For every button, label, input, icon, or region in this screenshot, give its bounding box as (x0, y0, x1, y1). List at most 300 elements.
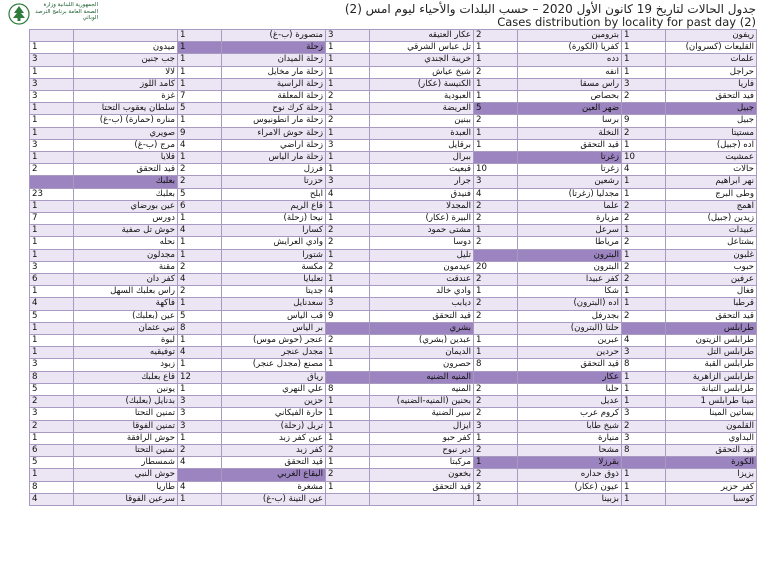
case-count-cell: 3 (326, 30, 370, 42)
locality-cell: عبرين (518, 335, 622, 347)
region-header-cell: بقرزلا (518, 457, 622, 469)
case-count-cell: 2 (622, 200, 666, 212)
table-row (30, 91, 757, 103)
case-count-cell (326, 322, 370, 334)
table-row (30, 432, 757, 444)
region-header-cell: زغرتا (518, 152, 622, 164)
ministry-logo (8, 1, 128, 27)
locality-cell: سير الضنية (370, 408, 474, 420)
locality-cell: كفر عبيدا (518, 274, 622, 286)
locality-cell: لالا (74, 66, 178, 78)
case-count-cell: 1 (326, 127, 370, 139)
case-count-cell: 1 (622, 298, 666, 310)
case-count-cell: 2 (474, 298, 518, 310)
case-count-cell: 1 (622, 396, 666, 408)
locality-cell: راس مسقا (518, 78, 622, 90)
table-row (30, 127, 757, 139)
locality-cell: مرياطا (518, 237, 622, 249)
locality-cell: حلتا (البترون) (518, 322, 622, 334)
table-row (30, 139, 757, 151)
table-row (30, 310, 757, 322)
case-count-cell: 23 (30, 188, 74, 200)
case-count-cell: 4 (622, 164, 666, 176)
locality-cell: صويري (74, 127, 178, 139)
case-count-cell: 4 (30, 493, 74, 505)
case-count-cell: 9 (622, 115, 666, 127)
locality-cell: علي النهري (222, 383, 326, 395)
case-count-cell: 1 (474, 432, 518, 444)
locality-cell: مجدل عنجر (222, 347, 326, 359)
table-row (30, 103, 757, 115)
locality-cell: بحصاص (518, 91, 622, 103)
locality-cell: شيخ طابا (518, 420, 622, 432)
locality-cell: بساتين المينا (666, 408, 757, 420)
table-row (30, 200, 757, 212)
case-count-cell: 1 (30, 432, 74, 444)
case-count-cell: 3 (622, 347, 666, 359)
locality-cell: عنجر (حوش موس) (222, 335, 326, 347)
case-count-cell: 2 (326, 91, 370, 103)
locality-cell: حزين (222, 396, 326, 408)
locality-cell: بر الياس (222, 322, 326, 334)
case-count-cell: 2 (326, 469, 370, 481)
locality-cell: ببنين (370, 115, 474, 127)
table-row (30, 66, 757, 78)
locality-cell: نبي عثمان (74, 322, 178, 334)
locality-cell: ديابب (370, 298, 474, 310)
case-count-cell: 1 (474, 347, 518, 359)
locality-cell: راس بعلبك السهل (74, 286, 178, 298)
locality-cell: قيد التحقق (74, 164, 178, 176)
table-row (30, 457, 757, 469)
case-count-cell: 2 (326, 335, 370, 347)
case-count-cell: 8 (30, 371, 74, 383)
locality-cell: ذوق حداره (518, 469, 622, 481)
case-count-cell: 1 (178, 383, 222, 395)
table-row (30, 383, 757, 395)
locality-cell: طرابلس التل (666, 347, 757, 359)
locality-cell: قيد التحقق (222, 457, 326, 469)
locality-cell: توفيقيه (74, 347, 178, 359)
table-row (30, 469, 757, 481)
locality-cell: مركبتا (370, 457, 474, 469)
title-english: Cases distribution by locality for past day (2) (497, 15, 756, 29)
table-row (30, 115, 757, 127)
case-count-cell: 4 (178, 139, 222, 151)
locality-cell: البترون (518, 261, 622, 273)
case-count-cell (30, 176, 74, 188)
case-count-cell (474, 249, 518, 261)
case-count-cell: 5 (30, 383, 74, 395)
locality-cell: زحلة الراسية (222, 78, 326, 90)
locality-cell: قيد التحقق (666, 310, 757, 322)
locality-cell: بحنين (المنيه-الضنيه) (370, 396, 474, 408)
case-count-cell: 4 (178, 347, 222, 359)
case-count-cell: 1 (326, 396, 370, 408)
case-count-cell: 1 (30, 200, 74, 212)
locality-cell: المنيه (370, 383, 474, 395)
case-count-cell: 5 (30, 457, 74, 469)
locality-cell: يونين (74, 383, 178, 395)
locality-cell: شمسطار (74, 457, 178, 469)
locality-cell: بعلبك (74, 188, 178, 200)
case-count-cell (622, 457, 666, 469)
table-row (30, 420, 757, 432)
locality-cell: طرابلس التبانة (666, 383, 757, 395)
case-count-cell: 5 (178, 188, 222, 200)
case-count-cell: 8 (326, 383, 370, 395)
region-header-cell: طرابلس (666, 322, 757, 334)
case-count-cell: 1 (474, 127, 518, 139)
case-count-cell: 2 (326, 237, 370, 249)
case-count-cell: 1 (326, 274, 370, 286)
case-count-cell: 1 (178, 335, 222, 347)
case-count-cell: 1 (474, 78, 518, 90)
case-count-cell: 1 (30, 103, 74, 115)
locality-cell: بترومين (518, 30, 622, 42)
locality-cell: نحله (74, 237, 178, 249)
case-count-cell: 1 (622, 139, 666, 151)
locality-cell: العبودية (370, 91, 474, 103)
locality-cell: مينا طرابلس 1 (666, 396, 757, 408)
locality-cell: كروم عرب (518, 408, 622, 420)
case-count-cell: 3 (326, 298, 370, 310)
case-count-cell: 3 (474, 176, 518, 188)
region-header-cell: جبيل (666, 103, 757, 115)
region-header-cell: الكورة (666, 457, 757, 469)
locality-cell: مستيتا (666, 127, 757, 139)
locality-cell: جب جنين (74, 54, 178, 66)
case-count-cell (30, 30, 74, 42)
table-row (30, 237, 757, 249)
table-row (30, 444, 757, 456)
case-count-cell: 8 (622, 359, 666, 371)
locality-cell: مزيارة (518, 213, 622, 225)
case-count-cell: 4 (178, 481, 222, 493)
case-count-cell: 1 (326, 152, 370, 164)
locality-cell: منصورة (ب-غ) (222, 30, 326, 42)
case-count-cell: 2 (178, 164, 222, 176)
locality-cell: طرابلس الزيتون (666, 335, 757, 347)
region-header-cell: البقاع الغربي (222, 469, 326, 481)
locality-cell: مجدليا (زغرتا) (518, 188, 622, 200)
region-header-cell: بعلبك (74, 176, 178, 188)
case-count-cell: 3 (622, 432, 666, 444)
locality-cell: قيد التحقق (666, 444, 757, 456)
case-count-cell: 1 (30, 127, 74, 139)
locality-cell: كسارا (222, 225, 326, 237)
case-count-cell: 1 (474, 286, 518, 298)
locality-cell: حوش النبي (74, 469, 178, 481)
locality-cell: طرابلس القبة (666, 359, 757, 371)
case-count-cell: 8 (30, 481, 74, 493)
locality-cell: كوسبا (666, 493, 757, 505)
locality-cell: وادي العرايش (222, 237, 326, 249)
table-row (30, 335, 757, 347)
locality-cell: عيدمون (370, 261, 474, 273)
locality-cell: حلبا (518, 383, 622, 395)
locality-cell: دوسا (370, 237, 474, 249)
region-header-cell: عكار (518, 371, 622, 383)
locality-cell: علما (518, 200, 622, 212)
locality-cell: قلايا (74, 152, 178, 164)
case-count-cell: 9 (326, 310, 370, 322)
table-row (30, 54, 757, 66)
case-count-cell: 1 (474, 225, 518, 237)
locality-cell: كفر زبد (222, 444, 326, 456)
table-row (30, 481, 757, 493)
locality-cell: زبود (74, 359, 178, 371)
case-count-cell: 1 (30, 322, 74, 334)
locality-cell: سرعل (518, 225, 622, 237)
locality-cell: حارة الفيكاني (222, 408, 326, 420)
locality-cell: مشتى حمود (370, 225, 474, 237)
locality-cell: جبيل (666, 115, 757, 127)
case-count-cell: 1 (622, 225, 666, 237)
case-count-cell: 1 (326, 432, 370, 444)
locality-cell: زحلة الميدان (222, 54, 326, 66)
case-count-cell: 1 (326, 213, 370, 225)
case-count-cell: 1 (326, 408, 370, 420)
table-row (30, 371, 757, 383)
locality-cell: عبدين (بشري) (370, 335, 474, 347)
locality-cell: غزة (74, 91, 178, 103)
case-count-cell: 1 (30, 152, 74, 164)
case-count-cell: 3 (30, 359, 74, 371)
case-count-cell: 1 (30, 249, 74, 261)
case-count-cell: 2 (622, 237, 666, 249)
locality-cell: عرفين (666, 274, 757, 286)
locality-cell: مقنة (74, 261, 178, 273)
case-count-cell: 1 (178, 54, 222, 66)
locality-cell: مصنع (مجدل عنجر) (222, 359, 326, 371)
locality-cell: زغرتا (518, 164, 622, 176)
locality-cell: عين بورضاي (74, 200, 178, 212)
case-count-cell: 4 (326, 286, 370, 298)
case-count-cell: 2 (30, 396, 74, 408)
case-count-cell: 1 (474, 54, 518, 66)
case-count-cell: 1 (30, 115, 74, 127)
locality-cell: كامد اللوز (74, 78, 178, 90)
case-count-cell: 1 (622, 66, 666, 78)
locality-cell: عين التينة (ب-غ) (222, 493, 326, 505)
case-count-cell: 7 (30, 213, 74, 225)
case-count-cell: 1 (326, 249, 370, 261)
case-count-cell: 2 (474, 237, 518, 249)
case-count-cell: 1 (474, 335, 518, 347)
case-count-cell: 4 (30, 298, 74, 310)
case-count-cell: 4 (622, 335, 666, 347)
locality-cell: عكار العتيقه (370, 30, 474, 42)
locality-cell: فاريا (666, 78, 757, 90)
case-count-cell: 12 (178, 371, 222, 383)
locality-cell: مناره (حمارة) (ب-غ) (74, 115, 178, 127)
case-count-cell (326, 493, 370, 505)
case-count-cell: 8 (622, 444, 666, 456)
table-row (30, 493, 757, 505)
case-count-cell: 3 (30, 139, 74, 151)
locality-cell: مشغرة (222, 481, 326, 493)
case-count-cell: 8 (178, 322, 222, 334)
case-count-cell: 3 (622, 408, 666, 420)
locality-cell: دده (518, 54, 622, 66)
locality-cell: فرزل (222, 164, 326, 176)
table-row (30, 408, 757, 420)
case-count-cell: 5 (178, 310, 222, 322)
case-count-cell: 7 (178, 91, 222, 103)
table-row (30, 396, 757, 408)
case-count-cell: 1 (178, 42, 222, 54)
locality-cell: وادي خالد (370, 286, 474, 298)
case-count-cell: 1 (622, 383, 666, 395)
case-count-cell: 1 (622, 54, 666, 66)
case-count-cell: 1 (30, 66, 74, 78)
locality-cell: كفريا (الكورة) (518, 42, 622, 54)
locality-cell: برقايل (370, 139, 474, 151)
case-count-cell (622, 322, 666, 334)
case-count-cell: 3 (30, 91, 74, 103)
case-count-cell: 1 (178, 213, 222, 225)
cedar-logo-icon (8, 3, 30, 25)
case-count-cell: 2 (622, 274, 666, 286)
case-count-cell: 2 (30, 420, 74, 432)
locality-cell: مجدلون (74, 249, 178, 261)
locality-cell: شكا (518, 286, 622, 298)
case-count-cell: 1 (474, 457, 518, 469)
case-count-cell: 2 (622, 91, 666, 103)
locality-cell: سرعين الفوقا (74, 493, 178, 505)
locality-cell: عبيدات (666, 225, 757, 237)
locality-cell: جرار (370, 176, 474, 188)
locality-cell: حصرون (370, 359, 474, 371)
case-count-cell: 1 (30, 42, 74, 54)
case-count-cell: 2 (474, 444, 518, 456)
case-count-cell: 2 (30, 164, 74, 176)
locality-cell: غلبون (666, 249, 757, 261)
case-count-cell: 2 (622, 213, 666, 225)
case-count-cell: 1 (178, 298, 222, 310)
case-count-cell: 9 (178, 127, 222, 139)
case-count-cell: 2 (178, 286, 222, 298)
locality-cell: سلطان يعقوب التحتا (74, 103, 178, 115)
locality-cell: بجدرفل (518, 310, 622, 322)
case-count-cell: 2 (474, 408, 518, 420)
table-row (30, 261, 757, 273)
locality-cell: كفر حزير (666, 481, 757, 493)
case-count-cell: 4 (178, 274, 222, 286)
locality-cell: نمنين التحتا (74, 444, 178, 456)
locality-cell: منيارة (518, 432, 622, 444)
case-count-cell: 1 (326, 200, 370, 212)
case-count-cell: 1 (178, 493, 222, 505)
locality-cell: الكنيسة (عكار) (370, 78, 474, 90)
case-count-cell: 1 (326, 54, 370, 66)
case-count-cell: 2 (326, 444, 370, 456)
locality-cell: دير نبوح (370, 444, 474, 456)
locality-cell: تعلبايا (222, 274, 326, 286)
case-count-cell: 3 (178, 396, 222, 408)
locality-cell: زيدين (جبيل) (666, 213, 757, 225)
case-count-cell: 1 (30, 335, 74, 347)
locality-cell: برسا (518, 115, 622, 127)
locality-cell: عين كفر زبد (222, 432, 326, 444)
locality-cell: تليل (370, 249, 474, 261)
locality-cell: رشعين (518, 176, 622, 188)
case-count-cell: 2 (474, 213, 518, 225)
locality-cell: قيد التحقق (518, 139, 622, 151)
locality-cell: زحلة مار مخايل (222, 66, 326, 78)
table-row (30, 152, 757, 164)
case-count-cell: 2 (622, 261, 666, 273)
case-count-cell: 1 (326, 347, 370, 359)
table-row (30, 164, 757, 176)
locality-cell: تمنين الفوقا (74, 420, 178, 432)
locality-cell: عيون (عكار) (518, 481, 622, 493)
locality-cell: قيد التحقق (370, 310, 474, 322)
table-row (30, 298, 757, 310)
case-count-cell: 5 (30, 310, 74, 322)
locality-cell: اده (جبيل) (666, 139, 757, 151)
locality-cell: قبعيت (370, 164, 474, 176)
case-count-cell (326, 371, 370, 383)
case-count-cell: 1 (326, 359, 370, 371)
locality-cell: حزرتا (222, 176, 326, 188)
locality-cell: فاكهة (74, 298, 178, 310)
locality-cell: طاريا (74, 481, 178, 493)
locality-cell: قرطبا (666, 298, 757, 310)
case-count-cell: 2 (474, 274, 518, 286)
locality-cell: فنيدق (370, 188, 474, 200)
case-count-cell: 1 (178, 30, 222, 42)
locality-cell (74, 30, 178, 42)
locality-cell: زحلة مار الياس (222, 152, 326, 164)
locality-cell: اده (البترون) (518, 298, 622, 310)
region-header-cell: البترون (518, 249, 622, 261)
region-header-cell: ضهر العين (518, 103, 622, 115)
case-count-cell: 2 (474, 115, 518, 127)
case-count-cell: 4 (178, 225, 222, 237)
case-count-cell: 1 (178, 115, 222, 127)
case-count-cell: 6 (178, 200, 222, 212)
case-count-cell: 3 (30, 78, 74, 90)
case-count-cell: 1 (178, 66, 222, 78)
locality-cell: مكسة (222, 261, 326, 273)
case-count-cell: 3 (178, 420, 222, 432)
locality-cell: زحلة كرك نوح (222, 103, 326, 115)
locality-cell: النخلة (518, 127, 622, 139)
locality-cell: العريضة (370, 103, 474, 115)
case-count-cell: 1 (474, 493, 518, 505)
locality-cell: شتورا (222, 249, 326, 261)
case-count-cell: 1 (326, 481, 370, 493)
case-count-cell: 2 (474, 200, 518, 212)
case-count-cell: 2 (622, 420, 666, 432)
case-count-cell: 1 (30, 469, 74, 481)
locality-cell: حالات (666, 164, 757, 176)
locality-cell: خريبة الجندي (370, 54, 474, 66)
case-count-cell: 1 (30, 237, 74, 249)
locality-cell: قب الياس (222, 310, 326, 322)
table-row (30, 274, 757, 286)
locality-cell: البداوي (666, 432, 757, 444)
locality-cell: القليعات (كسروان) (666, 42, 757, 54)
locality-cell: حردين (518, 347, 622, 359)
case-count-cell: 1 (326, 420, 370, 432)
locality-cell: عديل (518, 396, 622, 408)
locality-cell: ميدون (74, 42, 178, 54)
case-count-cell: 1 (622, 481, 666, 493)
locality-cell: جديتا (222, 286, 326, 298)
